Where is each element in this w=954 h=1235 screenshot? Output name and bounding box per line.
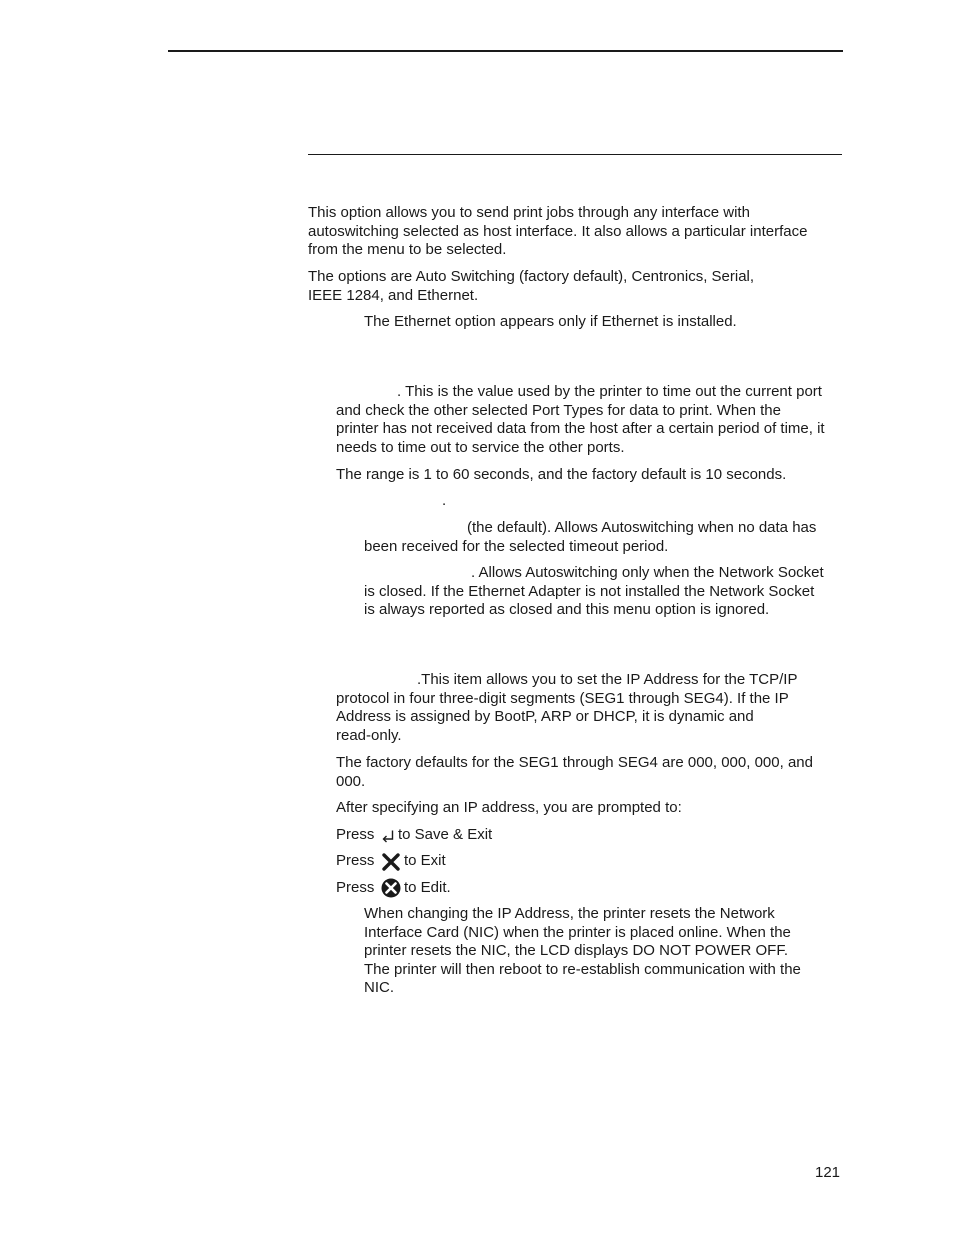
- default-option-paragraph: [364, 519, 816, 556]
- text-line: The factory defaults for the SEG1 through SEG4 are 000, 000, 000, and: [336, 754, 813, 771]
- socket-option-paragraph: [364, 564, 824, 620]
- header-rule: [168, 50, 843, 52]
- text-line: autoswitching selected as host interface. It also allows a particular interface: [308, 222, 808, 240]
- text-line: The options are Auto Switching (factory default), Centronics, Serial,: [308, 268, 755, 285]
- circle-x-icon: [381, 878, 401, 898]
- text-line: is always reported as closed and this menu option is ignored.: [364, 601, 770, 619]
- prompt-intro: After specifying an IP address, you are prompted to:: [336, 799, 682, 816]
- section-rule: [308, 154, 842, 155]
- timeout-paragraph: [336, 383, 825, 457]
- text-line: .This item allows you to set the IP Address for the TCP/IP: [417, 671, 798, 688]
- note-nic: [364, 905, 801, 998]
- text-line: Address is assigned by BootP, ARP or DHCP, it is dynamic and: [336, 708, 754, 726]
- text-line: read-only.: [336, 726, 402, 744]
- period-mark: .: [442, 492, 447, 509]
- text-line: The printer will then reboot to re-establish communication with the: [364, 960, 801, 978]
- prompt-save-press: Press: [336, 826, 375, 843]
- text-line: printer resets the NIC, the LCD displays DO NOT POWER OFF.: [364, 942, 788, 960]
- text-line: needs to time out to service the other ports.: [336, 438, 625, 456]
- text-line: . This is the value used by the printer to time out the current port: [397, 383, 822, 400]
- intro-paragraph: [308, 204, 807, 260]
- enter-icon: [381, 829, 395, 843]
- text-line: is closed. If the Ethernet Adapter is not installed the Network Socket: [364, 582, 815, 600]
- cancel-x-icon: [382, 853, 400, 871]
- text-line: 000.: [336, 772, 366, 790]
- ip-address-paragraph: [336, 671, 797, 745]
- prompt-save-action: to Save & Exit: [398, 826, 493, 843]
- text-line: and check the other selected Port Types for data to print. When the: [336, 401, 781, 419]
- options-paragraph: [308, 268, 754, 305]
- text-line: (the default). Allows Autoswitching when no data has: [467, 519, 817, 536]
- text-line: printer has not received data from the host after a certain period of time, it: [336, 420, 825, 438]
- prompt-exit-press: Press: [336, 852, 375, 869]
- range-paragraph: The range is 1 to 60 seconds, and the factory default is 10 seconds.: [336, 466, 787, 483]
- text-line: NIC.: [364, 979, 394, 997]
- page-number: 121: [815, 1164, 841, 1181]
- ip-defaults-paragraph: [336, 754, 813, 791]
- text-line: When changing the IP Address, the printer resets the Network: [364, 905, 775, 922]
- prompt-edit-action: to Edit.: [404, 879, 451, 896]
- text-line: been received for the selected timeout period.: [364, 537, 669, 555]
- note-ethernet: The Ethernet option appears only if Ethernet is installed.: [364, 313, 737, 330]
- text-line: This option allows you to send print jobs through any interface with: [308, 204, 750, 221]
- prompt-exit-action: to Exit: [404, 852, 446, 869]
- text-line: IEEE 1284, and Ethernet.: [308, 286, 479, 304]
- text-line: Interface Card (NIC) when the printer is placed online. When the: [364, 923, 791, 941]
- text-line: from the menu to be selected.: [308, 241, 507, 259]
- text-line: . Allows Autoswitching only when the Network Socket: [471, 564, 824, 581]
- text-line: protocol in four three-digit segments (SEG1 through SEG4). If the IP: [336, 689, 789, 707]
- prompt-edit-press: Press: [336, 879, 375, 896]
